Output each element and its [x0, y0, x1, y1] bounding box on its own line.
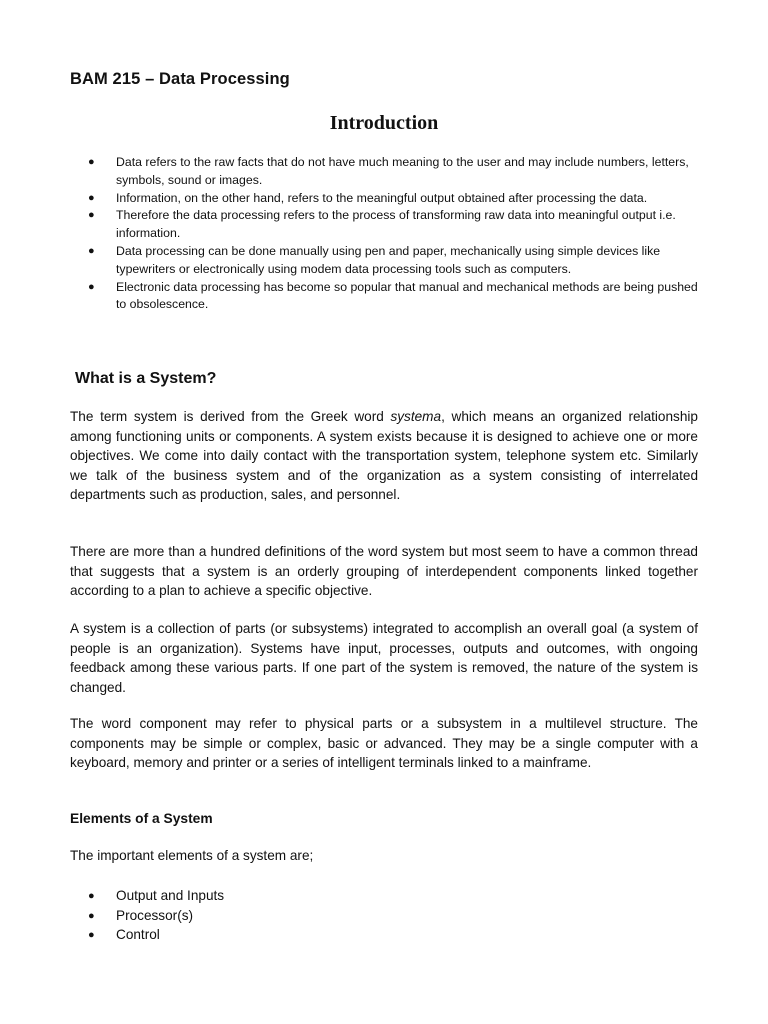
- introduction-bullet-list: [88, 154, 700, 314]
- elements-intro-text: The important elements of a system are;: [70, 848, 314, 863]
- bullet-icon: ●: [88, 890, 95, 902]
- list-item-text: Output and Inputs: [116, 888, 225, 903]
- introduction-heading: Introduction: [329, 112, 439, 134]
- italic-term: systema: [390, 409, 442, 424]
- bullet-icon: ●: [88, 909, 95, 922]
- system-definitions-paragraph: There are more than a hundred definitions of the word system but most seem to have a common thread that suggests that a system is an orderly grouping of interdependent components linked together according to a plan to achieve a specific objective.: [70, 544, 698, 599]
- bullet-icon: ●: [88, 244, 95, 257]
- list-item-text: Data processing can be done manually using pen and paper, mechanically using simple devices like typewriters or electronically using modem data processing tools such as computers.: [116, 243, 661, 276]
- list-item: [88, 906, 224, 926]
- elements-bullet-list: [88, 886, 224, 945]
- what-is-a-system-heading: What is a System?: [75, 370, 217, 387]
- course-title: BAM 215 – Data Processing: [70, 70, 290, 88]
- component-paragraph: The word component may refer to physical parts or a subsystem in a multilevel structure. The components may be simple or complex, basic or advanced. They may be a single computer with a keyboard, memory and printer or a series of intelligent terminals linked to a mainframe.: [70, 716, 698, 771]
- list-item-text: Control: [116, 927, 160, 943]
- list-item: [88, 886, 224, 906]
- elements-of-a-system-heading: Elements of a System: [70, 811, 213, 826]
- list-item: [88, 279, 700, 315]
- list-item: [88, 925, 224, 945]
- list-item-text: Information, on the other hand, refers to the meaningful output obtained after processing the data.: [116, 190, 648, 205]
- list-item-text: Data refers to the raw facts that do not have much meaning to the user and may include numbers, letters, symbols, sound or images.: [116, 155, 689, 187]
- bullet-icon: ●: [88, 929, 95, 942]
- bullet-icon: ●: [88, 209, 95, 222]
- bullet-icon: ●: [88, 156, 95, 168]
- bullet-icon: ●: [88, 280, 95, 293]
- system-definition-paragraph: [70, 407, 698, 505]
- list-item: [88, 190, 700, 208]
- list-item: [88, 154, 700, 190]
- list-item-text: Electronic data processing has become so popular that manual and mechanical methods are being pushed to obsolescence.: [116, 279, 698, 312]
- list-item: [88, 243, 700, 279]
- list-item: [88, 207, 700, 243]
- list-item-text: Therefore the data processing refers to the process of transforming raw data into meaningful output i.e. information.: [116, 208, 676, 241]
- list-item-text: Processor(s): [116, 907, 194, 923]
- bullet-icon: ●: [88, 191, 95, 204]
- paragraph-text: The term system is derived from the Greek word: [70, 409, 391, 424]
- paragraph-text: , which means an organized relationship among functioning units or components. A system exists because it is designed to achieve one or more objectives. We come into daily contact with the transportation system, telephone system etc. Similarly we talk of the business system and of the organization as a system consisting of interrelated departments such as production, sales, and personnel.: [70, 409, 698, 503]
- system-parts-paragraph: A system is a collection of parts (or subsystems) integrated to accomplish an overall goal (a system of people is an organization). Systems have input, processes, outputs and outcomes, with ongoing feedback among these various parts. If one part of the system is removed, the nature of the system is changed.: [70, 621, 698, 695]
